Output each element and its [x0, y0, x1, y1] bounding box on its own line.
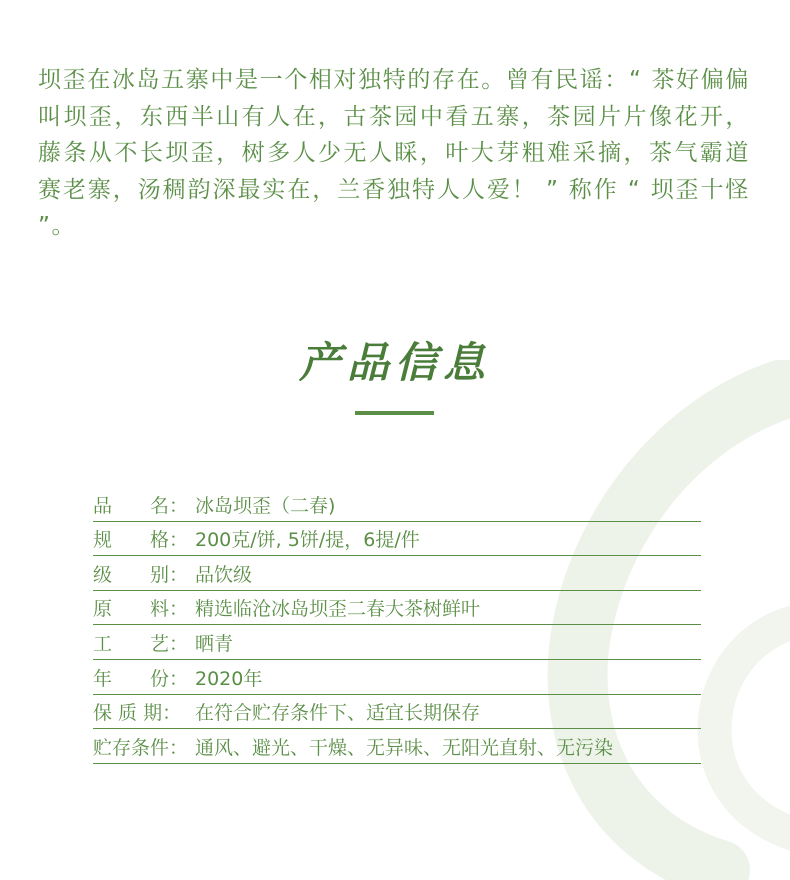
- title-underline: [355, 411, 434, 415]
- info-label: 原 料：: [93, 598, 189, 621]
- info-row-year: [93, 660, 701, 695]
- info-label: 年 份：: [93, 667, 189, 690]
- info-value: 晒青: [195, 632, 234, 655]
- info-row-spec: [93, 522, 701, 557]
- info-value: 在符合贮存条件下、适宜长期保存: [195, 702, 481, 725]
- product-info-table: [93, 487, 701, 764]
- info-value: 冰岛坝歪（二春): [195, 494, 336, 517]
- info-value: 200克/饼, 5饼/提，6提/件: [195, 529, 420, 552]
- info-row-shelf-life: [93, 695, 701, 730]
- intro-paragraph: 坝歪在冰岛五寨中是一个相对独特的存在。曾有民谣：“ 茶好偏偏叫坝歪，东西半山有人在，古茶园中看五寨，茶园片片像花开，藤条从不长坝歪，树多人少无人睬，叶大芽粗难采摘，茶气霸道赛老寨，汤稠韵深最实在，兰香独特人人爱！ ” 称作 “ 坝歪十怪 ”。: [38, 67, 750, 240]
- info-row-grade: [93, 556, 701, 591]
- info-value: 精选临沧冰岛坝歪二春大茶树鲜叶: [195, 598, 481, 621]
- info-row-process: [93, 625, 701, 660]
- info-label: 品 名：: [93, 494, 189, 517]
- info-label: 级 别：: [93, 563, 189, 586]
- info-value: 品饮级: [195, 563, 253, 586]
- info-label: 贮存条件：: [93, 736, 189, 759]
- info-label: 工 艺：: [93, 632, 189, 655]
- section-title: 产品信息: [298, 338, 491, 387]
- info-label: 保 质 期：: [93, 702, 182, 725]
- info-row-name: [93, 487, 701, 522]
- info-row-material: [93, 591, 701, 626]
- info-value: 通风、避光、干燥、无异味、无阳光直射、无污染: [195, 736, 614, 759]
- info-row-storage: [93, 729, 701, 764]
- info-label: 规 格：: [93, 529, 189, 552]
- info-value: 2020年: [195, 667, 263, 690]
